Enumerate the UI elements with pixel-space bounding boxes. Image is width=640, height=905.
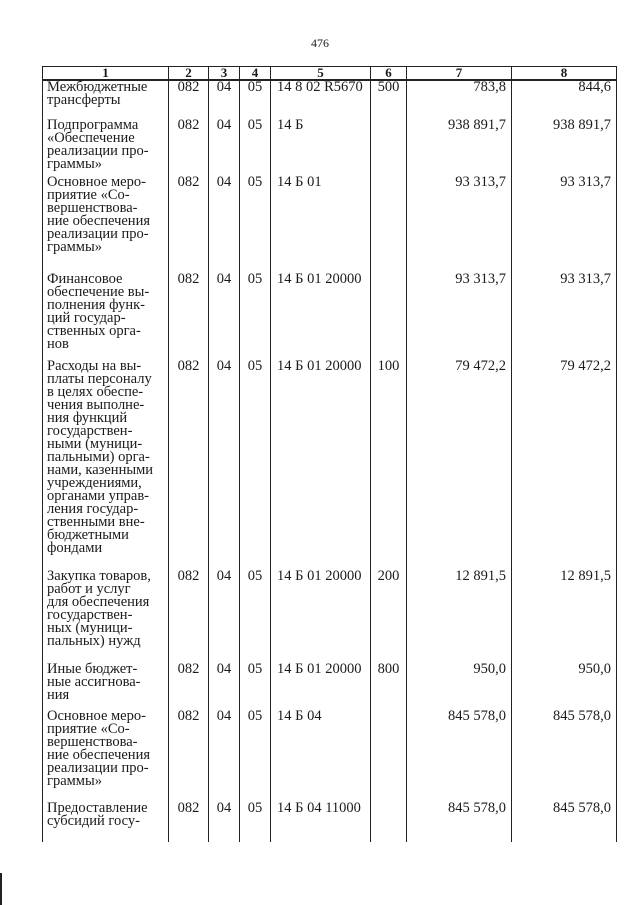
column-header-1: 1: [43, 67, 169, 81]
column-header-5: 5: [271, 67, 371, 81]
row-name-line: Расходы на вы-: [47, 358, 142, 374]
row-name-line: платы персоналу: [47, 371, 152, 387]
row-name-line: Закупка товаров,: [47, 568, 151, 584]
column-header-2: 2: [169, 67, 209, 81]
row-name-line: приятие «Со-: [47, 187, 130, 203]
row-name-line: ния функций: [47, 410, 128, 426]
row-name-line: ций государ-: [47, 310, 126, 326]
section-code: 04: [209, 80, 240, 119]
row-name-line: приятие «Со-: [47, 721, 130, 737]
expense-type-code: [371, 119, 407, 176]
expense-type-code: 100: [371, 360, 407, 570]
subsection-code: 05: [240, 360, 271, 570]
expense-type-code: [371, 273, 407, 360]
row-name-line: в целях обеспе-: [47, 384, 144, 400]
row-name-line: ния: [47, 687, 70, 703]
row-name: [43, 360, 169, 570]
target-article-code: 14 Б 01 20000: [271, 273, 371, 360]
row-name: [43, 802, 169, 842]
amount-year-2: 12 891,5: [512, 570, 617, 663]
row-name-line: ления государ-: [47, 501, 139, 517]
expense-type-code: [371, 802, 407, 842]
row-name-line: государствен-: [47, 607, 133, 623]
amount-year-1: 93 313,7: [407, 273, 512, 360]
amount-year-1: 950,0: [407, 663, 512, 710]
table-row: [43, 80, 617, 119]
row-name-line: Подпрограмма: [47, 117, 139, 133]
section-code: 04: [209, 360, 240, 570]
target-article-code: 14 Б 01 20000: [271, 663, 371, 710]
admin-code: 082: [169, 360, 209, 570]
amount-year-1: 93 313,7: [407, 176, 512, 273]
page-number: 476: [311, 36, 329, 50]
subsection-code: 05: [240, 802, 271, 842]
table-row: [43, 273, 617, 360]
column-number-header-row: [43, 67, 617, 81]
table-row: [43, 663, 617, 710]
amount-year-1: 12 891,5: [407, 570, 512, 663]
table-row: [43, 802, 617, 842]
row-name-line: «Обеспечение: [47, 130, 135, 146]
row-name-line: ственных орга-: [47, 323, 141, 339]
row-name-line: чения выполне-: [47, 397, 145, 413]
amount-year-2: 79 472,2: [512, 360, 617, 570]
amount-year-2: 938 891,7: [512, 119, 617, 176]
amount-year-2: 844,6: [512, 80, 617, 119]
row-name: [43, 663, 169, 710]
row-name: [43, 273, 169, 360]
column-header-4: 4: [240, 67, 271, 81]
column-header-6: 6: [371, 67, 407, 81]
target-article-code: 14 8 02 R5670: [271, 80, 371, 119]
amount-year-1: 845 578,0: [407, 802, 512, 842]
row-name-line: бюджетными: [47, 527, 129, 543]
admin-code: 082: [169, 80, 209, 119]
row-name-line: реализации про-: [47, 143, 149, 159]
section-code: 04: [209, 273, 240, 360]
target-article-code: 14 Б 01 20000: [271, 360, 371, 570]
row-name-line: вершенствова-: [47, 200, 138, 216]
expense-type-code: 200: [371, 570, 407, 663]
column-header-3: 3: [209, 67, 240, 81]
subsection-code: 05: [240, 710, 271, 802]
table-row: [43, 119, 617, 176]
row-name-line: пальными) орга-: [47, 449, 150, 465]
section-code: 04: [209, 119, 240, 176]
section-code: 04: [209, 710, 240, 802]
row-name-line: работ и услуг: [47, 581, 131, 597]
row-name-line: Основное меро-: [47, 708, 146, 724]
row-name-line: Иные бюджет-: [47, 661, 138, 677]
amount-year-2: 93 313,7: [512, 273, 617, 360]
row-name-line: ных (муници-: [47, 620, 133, 636]
row-name-line: Финансовое: [47, 271, 123, 287]
expense-type-code: 500: [371, 80, 407, 119]
column-header-8: 8: [512, 67, 617, 81]
admin-code: 082: [169, 570, 209, 663]
row-name-line: ние обеспечения: [47, 747, 151, 763]
subsection-code: 05: [240, 80, 271, 119]
amount-year-2: 93 313,7: [512, 176, 617, 273]
subsection-code: 05: [240, 176, 271, 273]
section-code: 04: [209, 176, 240, 273]
row-name: [43, 570, 169, 663]
row-name-line: граммы»: [47, 773, 102, 789]
row-name-line: вершенствова-: [47, 734, 138, 750]
row-name-line: реализации про-: [47, 226, 149, 242]
amount-year-2: 950,0: [512, 663, 617, 710]
admin-code: 082: [169, 710, 209, 802]
admin-code: 082: [169, 663, 209, 710]
table-row: [43, 710, 617, 802]
expense-type-code: 800: [371, 663, 407, 710]
amount-year-1: 783,8: [407, 80, 512, 119]
row-name-line: пальных) нужд: [47, 633, 141, 649]
row-name-line: граммы»: [47, 156, 102, 172]
section-code: 04: [209, 802, 240, 842]
subsection-code: 05: [240, 570, 271, 663]
row-name-line: Межбюджетные: [47, 79, 148, 95]
row-name-line: Основное меро-: [47, 174, 146, 190]
admin-code: 082: [169, 802, 209, 842]
row-name-line: органами управ-: [47, 488, 150, 504]
admin-code: 082: [169, 119, 209, 176]
row-name-line: для обеспечения: [47, 594, 150, 610]
row-name-line: субсидий госу-: [47, 813, 140, 829]
subsection-code: 05: [240, 119, 271, 176]
admin-code: 082: [169, 273, 209, 360]
row-name-line: ными (муници-: [47, 436, 143, 452]
table-row: [43, 176, 617, 273]
row-name: [43, 80, 169, 119]
row-name-line: нами, казенными: [47, 462, 154, 478]
target-article-code: 14 Б 01: [271, 176, 371, 273]
row-name-line: полнения функ-: [47, 297, 145, 313]
row-name-line: граммы»: [47, 239, 102, 255]
row-name: [43, 176, 169, 273]
margin-rule: [0, 873, 2, 905]
row-name-line: обеспечение вы-: [47, 284, 150, 300]
row-name-line: нов: [47, 336, 69, 352]
admin-code: 082: [169, 176, 209, 273]
subsection-code: 05: [240, 663, 271, 710]
amount-year-1: 938 891,7: [407, 119, 512, 176]
section-code: 04: [209, 570, 240, 663]
row-name-line: Предоставление: [47, 800, 148, 816]
row-name: [43, 710, 169, 802]
row-name: [43, 119, 169, 176]
target-article-code: 14 Б 04 11000: [271, 802, 371, 842]
column-header-7: 7: [407, 67, 512, 81]
expense-type-code: [371, 176, 407, 273]
target-article-code: 14 Б: [271, 119, 371, 176]
row-name-line: фондами: [47, 540, 103, 556]
table-row: [43, 360, 617, 570]
row-name-line: учреждениями,: [47, 475, 142, 491]
row-name-line: ние обеспечения: [47, 213, 151, 229]
row-name-line: реализации про-: [47, 760, 149, 776]
target-article-code: 14 Б 01 20000: [271, 570, 371, 663]
table-row: [43, 570, 617, 663]
amount-year-1: 845 578,0: [407, 710, 512, 802]
expense-type-code: [371, 710, 407, 802]
budget-table: [42, 66, 617, 842]
subsection-code: 05: [240, 273, 271, 360]
row-name-line: ные ассигнова-: [47, 674, 141, 690]
row-name-line: государствен-: [47, 423, 133, 439]
row-name-line: трансферты: [47, 92, 121, 108]
row-name-line: ственными вне-: [47, 514, 145, 530]
target-article-code: 14 Б 04: [271, 710, 371, 802]
amount-year-2: 845 578,0: [512, 802, 617, 842]
amount-year-2: 845 578,0: [512, 710, 617, 802]
amount-year-1: 79 472,2: [407, 360, 512, 570]
section-code: 04: [209, 663, 240, 710]
